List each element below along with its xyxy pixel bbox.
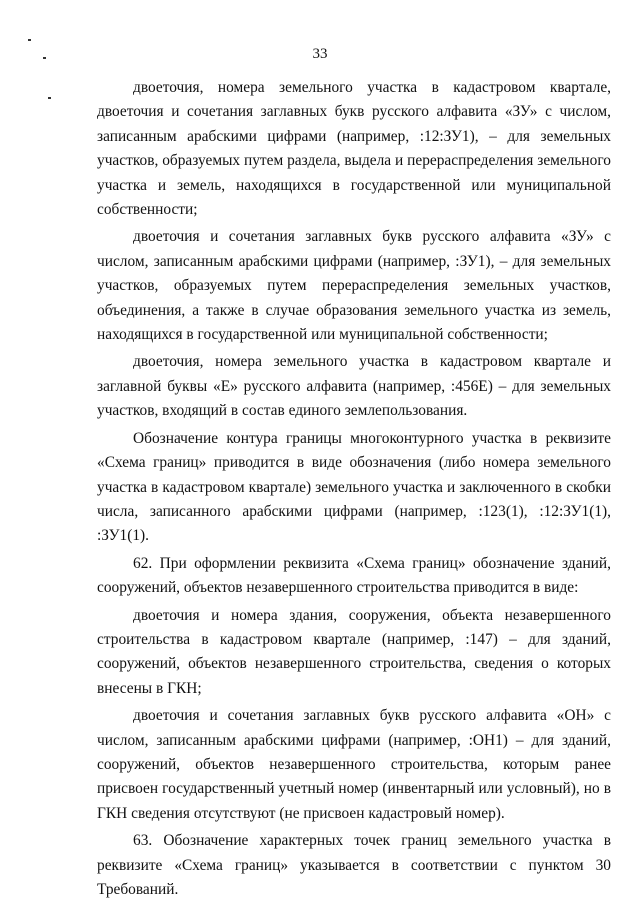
paragraph: Обозначение контура границы многоконтурного участка в реквизите «Схема границ» приводится в виде обозначения (либо номера земельного участка в кадастровом квартале) земельного участка и заключенного в скобки числа, записанного арабскими цифрами (например, :123(1), :12:ЗУ1(1), :ЗУ1(1). <box>97 429 611 545</box>
paragraph: двоеточия и сочетания заглавных букв русского алфавита «ОН» с числом, записанным арабскими цифрами (например, :ОН1) – для зданий, сооружений, объектов незавершенного строительства, которым ранее присвоен государственный учетный номер (инвентарный или условный), но в ГКН сведения отсутствуют (не присвоен кадастровый номер). <box>97 707 611 822</box>
paragraph: двоеточия, номера земельного участка в кадастровом квартале, двоеточия и сочетания заглавных букв русского алфавита «ЗУ» с числом, записанным арабскими цифрами (например, :12:ЗУ1), – для земельных участков, образуемых путем раздела, выдела и перераспределения земельного участка и земель, находящихся в государственной или муниципальной собственности; <box>97 79 611 219</box>
paragraph: 63. Обозначение характерных точек границ земельного участка в реквизите «Схема границ» указывается в соответствии с пунктом 30 Требований. <box>97 832 611 898</box>
scan-mark <box>48 97 51 99</box>
paragraph: двоеточия и сочетания заглавных букв русского алфавита «ЗУ» с числом, записанным арабскими цифрами (например, :ЗУ1), – для земельных участков, образуемых путем перераспределения земельных участков, объединения, а также в случае образования земельного участка из земель, находящихся в государственной или муниципальной собственности; <box>97 228 611 344</box>
scan-mark <box>43 57 46 59</box>
document-body <box>97 76 611 902</box>
paragraph: двоеточия, номера земельного участка в кадастровом квартале и заглавной буквы «Е» русского алфавита (например, :456Е) – для земельных участков, входящий в состав единого землепользования. <box>97 353 611 420</box>
paragraph: 62. При оформлении реквизита «Схема границ» обозначение зданий, сооружений, объектов незавершенного строительства приводится в виде: <box>97 554 611 597</box>
paragraph: двоеточия и номера здания, сооружения, объекта незавершенного строительства в кадастровом квартале (например, :147) – для зданий, сооружений, объектов незавершенного строительства, сведения о которых внесены в ГКН; <box>97 606 611 697</box>
page-number: 33 <box>312 46 328 62</box>
scan-mark <box>28 39 31 41</box>
